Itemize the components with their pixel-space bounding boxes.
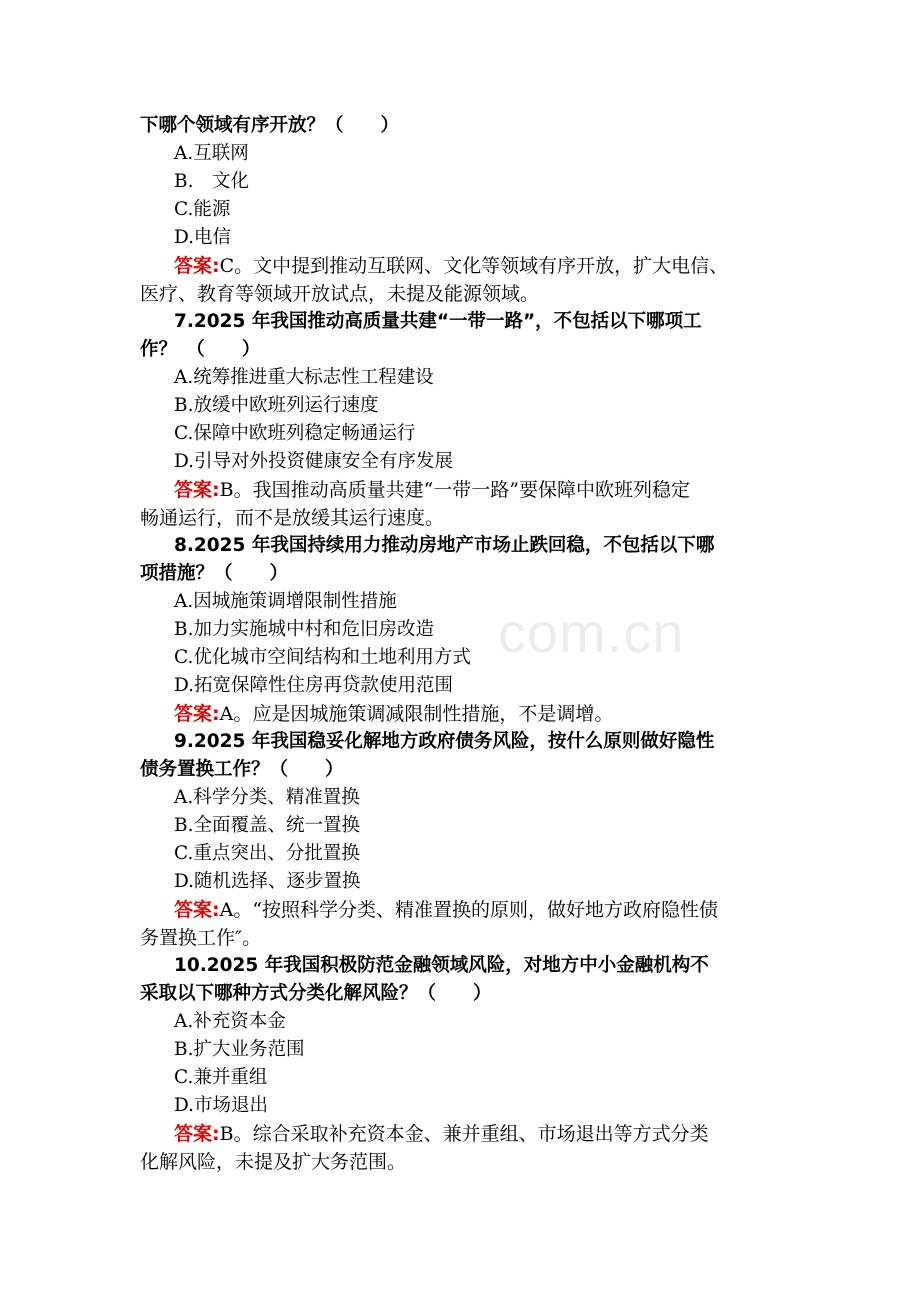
q8-option-a: A.因城施策调增限制性措施 bbox=[174, 591, 397, 612]
answer-label: 答案: bbox=[174, 703, 220, 725]
q9-option-a: A.科学分类、精准置换 bbox=[174, 787, 360, 808]
q7-option-c: C.保障中欧班列稳定畅通运行 bbox=[174, 423, 416, 444]
document-page bbox=[140, 112, 788, 1176]
q10-option-b: B.扩大业务范围 bbox=[174, 1039, 305, 1060]
q6-stem-line2: 下哪个领域有序开放？（ ） bbox=[140, 115, 400, 136]
q7-option-a: A.统筹推进重大标志性工程建设 bbox=[174, 367, 434, 388]
q9-option-d: D.随机选择、逐步置换 bbox=[174, 871, 361, 892]
q10-option-c: C.兼并重组 bbox=[174, 1067, 268, 1088]
q9-stem-line2: 债务置换工作？（ ） bbox=[140, 759, 344, 780]
q8-answer bbox=[140, 700, 788, 728]
q9-stem-line1: 9.2025 年我国稳妥化解地方政府债务风险，按什么原则做好隐性 bbox=[174, 731, 715, 752]
q6-option-d: D.电信 bbox=[174, 227, 232, 248]
q6-answer bbox=[140, 252, 788, 280]
watermark: com.cn bbox=[498, 601, 685, 664]
q9-option-c: C.重点突出、分批置换 bbox=[174, 843, 360, 864]
q7-stem-line1: 7.2025 年我国推动高质量共建“一带一路”，不包括以下哪项工 bbox=[174, 311, 702, 332]
q10-option-a: A.补充资本金 bbox=[174, 1011, 286, 1032]
q7-answer bbox=[140, 476, 788, 504]
q9-answer bbox=[140, 896, 788, 924]
answer-label: 答案: bbox=[174, 255, 220, 277]
q6-option-c: C.能源 bbox=[174, 199, 231, 220]
q6-option-b: B. 文化 bbox=[174, 171, 249, 192]
q8-option-c: C.优化城市空间结构和土地利用方式 bbox=[174, 647, 471, 668]
q6-option-a: A.互联网 bbox=[174, 143, 249, 164]
q10-stem-line2: 采取以下哪种方式分类化解风险？（ ） bbox=[140, 983, 492, 1004]
q7-option-b: B.放缓中欧班列运行速度 bbox=[174, 395, 379, 416]
answer-label: 答案: bbox=[174, 1123, 220, 1145]
q7-answer-line2: 畅通运行，而不是放缓其运行速度。 bbox=[140, 507, 445, 529]
q10-answer-text: B。综合采取补充资本金、兼并重组、市场退出等方式分类 bbox=[219, 1123, 709, 1145]
q8-stem-line1: 8.2025 年我国持续用力推动房地产市场止跌回稳，不包括以下哪 bbox=[174, 535, 715, 556]
q8-option-d: D.拓宽保障性住房再贷款使用范围 bbox=[174, 675, 454, 696]
q8-answer-text: A。应是因城施策调减限制性措施，不是调增。 bbox=[219, 703, 614, 725]
q7-stem-line2: 作？ （ ） bbox=[140, 339, 261, 360]
q6-answer-line2: 医疗、教育等领域开放试点，未提及能源领域。 bbox=[140, 283, 540, 305]
q9-answer-text: A。“按照科学分类、精准置换的原则，做好地方政府隐性债 bbox=[219, 899, 719, 921]
q10-answer bbox=[140, 1120, 788, 1148]
q10-option-d: D.市场退出 bbox=[174, 1095, 269, 1116]
q10-answer-line2: 化解风险，未提及扩大务范围。 bbox=[140, 1151, 407, 1173]
q8-option-b: B.加力实施城中村和危旧房改造 bbox=[174, 619, 434, 640]
q7-option-d: D.引导对外投资健康安全有序发展 bbox=[174, 451, 454, 472]
q9-option-b: B.全面覆盖、统一置换 bbox=[174, 815, 360, 836]
q10-stem-line1: 10.2025 年我国积极防范金融领域风险，对地方中小金融机构不 bbox=[174, 955, 709, 976]
q8-stem-line2: 项措施？（ ） bbox=[140, 563, 289, 584]
q7-answer-text: B。我国推动高质量共建“一带一路”要保障中欧班列稳定 bbox=[219, 479, 690, 501]
q6-answer-text: C。文中提到推动互联网、文化等领域有序开放，扩大电信、 bbox=[219, 255, 729, 277]
answer-label: 答案: bbox=[174, 479, 220, 501]
answer-label: 答案: bbox=[174, 899, 220, 921]
q9-answer-line2: 务置换工作″。 bbox=[140, 927, 262, 949]
